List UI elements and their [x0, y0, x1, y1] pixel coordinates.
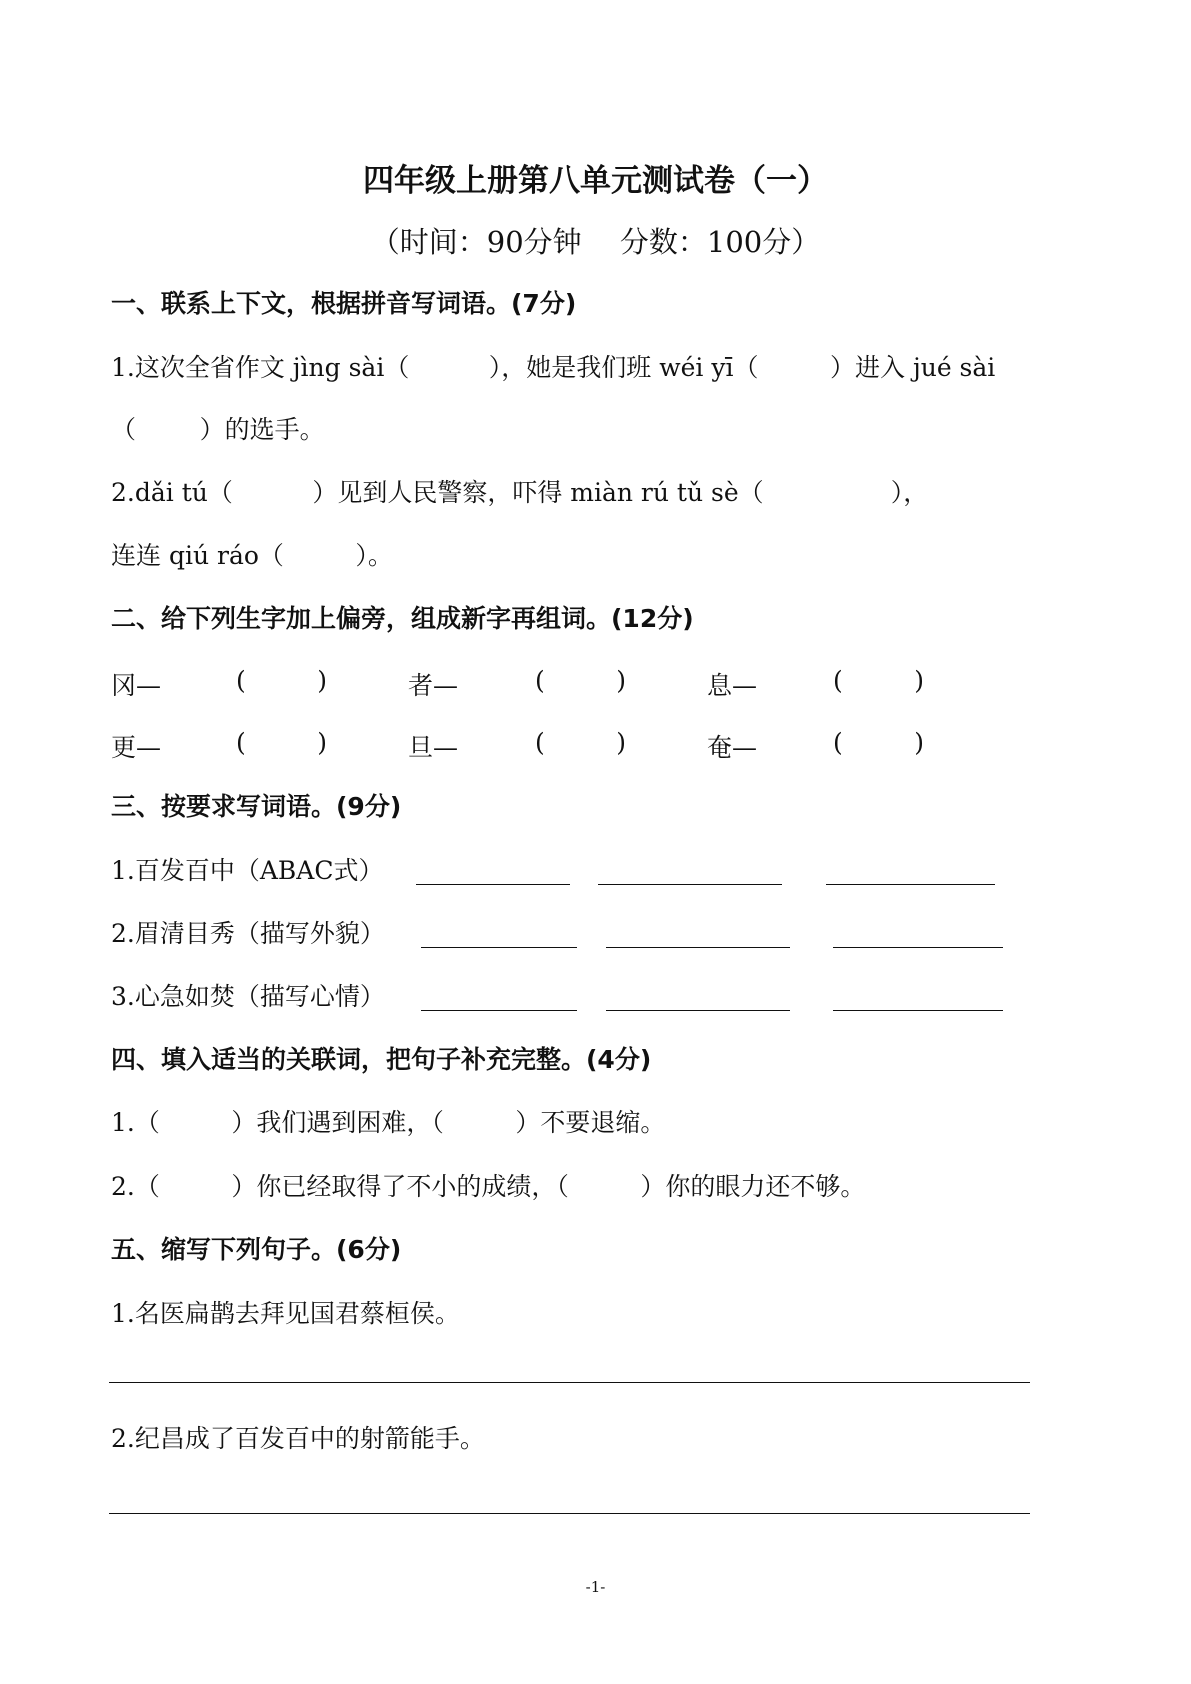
section-4-heading: 四、填入适当的关联词，把句子补充完整。(4分)	[111, 1045, 652, 1074]
question-5-2: 2.纪昌成了百发百中的射箭能手。	[111, 1424, 485, 1453]
radical-blank[interactable]: ( )	[236, 728, 328, 757]
question-1-2: 2.dǎi tú（ ）见到人民警察，吓得 miàn rú tǔ sè（ ），	[111, 478, 929, 507]
answer-line[interactable]	[826, 884, 995, 885]
answer-line[interactable]	[598, 884, 782, 885]
question-3-1: 1.百发百中（ABAC式）	[111, 856, 384, 885]
section-5-heading: 五、缩写下列句子。(6分)	[111, 1235, 402, 1264]
question-5-1: 1.名医扁鹊去拜见国君蔡桓侯。	[111, 1299, 460, 1328]
answer-line[interactable]	[606, 947, 790, 948]
answer-line[interactable]	[416, 884, 570, 885]
question-1-1-cont: （ ）的选手。	[111, 415, 325, 444]
page-number: -1-	[585, 1578, 606, 1596]
radical-blank[interactable]: ( )	[833, 666, 925, 695]
answer-line[interactable]	[109, 1382, 1030, 1383]
section-2-heading: 二、给下列生字加上偏旁，组成新字再组词。(12分)	[111, 604, 694, 633]
radical-char: 者—	[408, 671, 459, 700]
question-4-2: 2.（ ）你已经取得了不小的成绩，（ ）你的眼力还不够。	[111, 1172, 866, 1201]
answer-line[interactable]	[606, 1010, 790, 1011]
radical-blank[interactable]: ( )	[236, 666, 328, 695]
question-4-1: 1.（ ）我们遇到困难，（ ）不要退缩。	[111, 1108, 666, 1137]
radical-blank[interactable]: ( )	[535, 728, 627, 757]
answer-line[interactable]	[109, 1513, 1030, 1514]
radical-char: 更—	[111, 733, 162, 762]
radical-char: 奄—	[707, 733, 758, 762]
page-title: 四年级上册第八单元测试卷（一）	[363, 163, 828, 199]
section-3-heading: 三、按要求写词语。(9分)	[111, 792, 402, 821]
radical-char: 冈—	[111, 671, 162, 700]
answer-line[interactable]	[421, 947, 577, 948]
radical-char: 息—	[707, 671, 758, 700]
question-1-1: 1.这次全省作文 jìng sài（ ），她是我们班 wéi yī（ ）进入 jué sài	[111, 353, 996, 382]
section-1-heading: 一、联系上下文，根据拼音写词语。(7分)	[111, 289, 577, 318]
answer-line[interactable]	[833, 1010, 1003, 1011]
exam-info: （时间：90分钟 分数：100分）	[370, 225, 821, 259]
radical-char: 旦—	[408, 733, 459, 762]
answer-line[interactable]	[421, 1010, 577, 1011]
question-1-2-cont: 连连 qiú ráo（ ）。	[111, 541, 393, 570]
radical-blank[interactable]: ( )	[535, 666, 627, 695]
question-3-2: 2.眉清目秀（描写外貌）	[111, 919, 385, 948]
answer-line[interactable]	[833, 947, 1003, 948]
question-3-3: 3.心急如焚（描写心情）	[111, 982, 385, 1011]
radical-blank[interactable]: ( )	[833, 728, 925, 757]
